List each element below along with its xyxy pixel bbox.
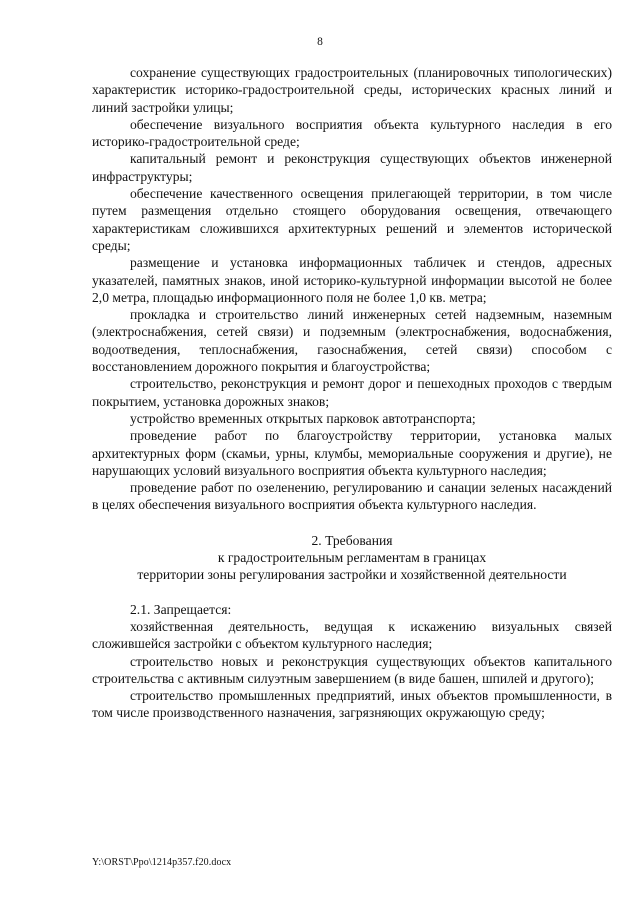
paragraph: обеспечение качественного освещения прилегающей территории, в том числе путем размещения отдельно стоящего оборудования освещения, отвечающего характеристикам сложившихся архитектурных решений и элементов исторической среды; <box>92 186 612 253</box>
paragraph: сохранение существующих градостроительных (планировочных типологических) характеристик историко-градостроительной среды, исторических красных линий и линий застройки улицы; <box>92 65 612 115</box>
section-title: 2. Требования <box>311 532 393 548</box>
paragraph: размещение и установка информационных табличек и стендов, адресных указателей, памятных знаков, иной историко-культурной информации высотой не более 2,0 метра, площадью информационного поля не более 1,0 кв. метра; <box>92 255 612 305</box>
subsection-title: 2.1. Запрещается: <box>130 601 232 617</box>
prohibited-item: хозяйственная деятельность, ведущая к искажению визуальных связей сложившейся застройки с объектом культурного наследия; <box>92 618 612 652</box>
section-spacer <box>92 584 612 601</box>
paragraph: проведение работ по озеленению, регулированию и санации зеленых насаждений в целях обеспечения визуального восприятия объекта культурного наследия. <box>92 480 612 513</box>
paragraph: устройство временных открытых парковок автотранспорта; <box>130 410 476 426</box>
paragraph: обеспечение визуального восприятия объекта культурного наследия в его историко-градостроительной среде; <box>92 116 612 150</box>
paragraph: прокладка и строительство линий инженерных сетей надземным, наземным (электроснабжения, сетей связи) и подземным (электроснабжения, водоснабжения, водоотведения, теплоснабжения, газоснабжения, сетей связи) способом с восстановлением дорожного покрытия и благоустройства; <box>92 307 612 375</box>
prohibited-item: строительство новых и реконструкция существующих объектов капитального строительства с активным силуэтным завершением (в виде башен, шпилей и другого); <box>92 653 612 686</box>
paragraph: строительство, реконструкция и ремонт дорог и пешеходных проходов с твердым покрытием, установка дорожных знаков; <box>92 376 612 409</box>
footer-file-path: Y:\ORST\Ppo\1214p357.f20.docx <box>92 857 232 868</box>
prohibited-item: строительство промышленных предприятий, иных объектов промышленности, в том числе производственного назначения, загрязняющих окружающую среду; <box>92 688 612 721</box>
section-subtitle: к градостроительным регламентам в границах <box>217 550 487 566</box>
paragraph: капитальный ремонт и реконструкция существующих объектов инженерной инфраструктуры; <box>92 151 612 184</box>
page-number: 8 <box>317 36 323 48</box>
section-subtitle: территории зоны регулирования застройки и хозяйственной деятельности <box>137 567 567 583</box>
paragraph: проведение работ по благоустройству территории, установка малых архитектурных форм (скамьи, урны, клумбы, мемориальные сооружения и другие), не нарушающих условий визуального восприятия объекта культурного наследия; <box>92 428 612 478</box>
document-body <box>92 64 612 722</box>
